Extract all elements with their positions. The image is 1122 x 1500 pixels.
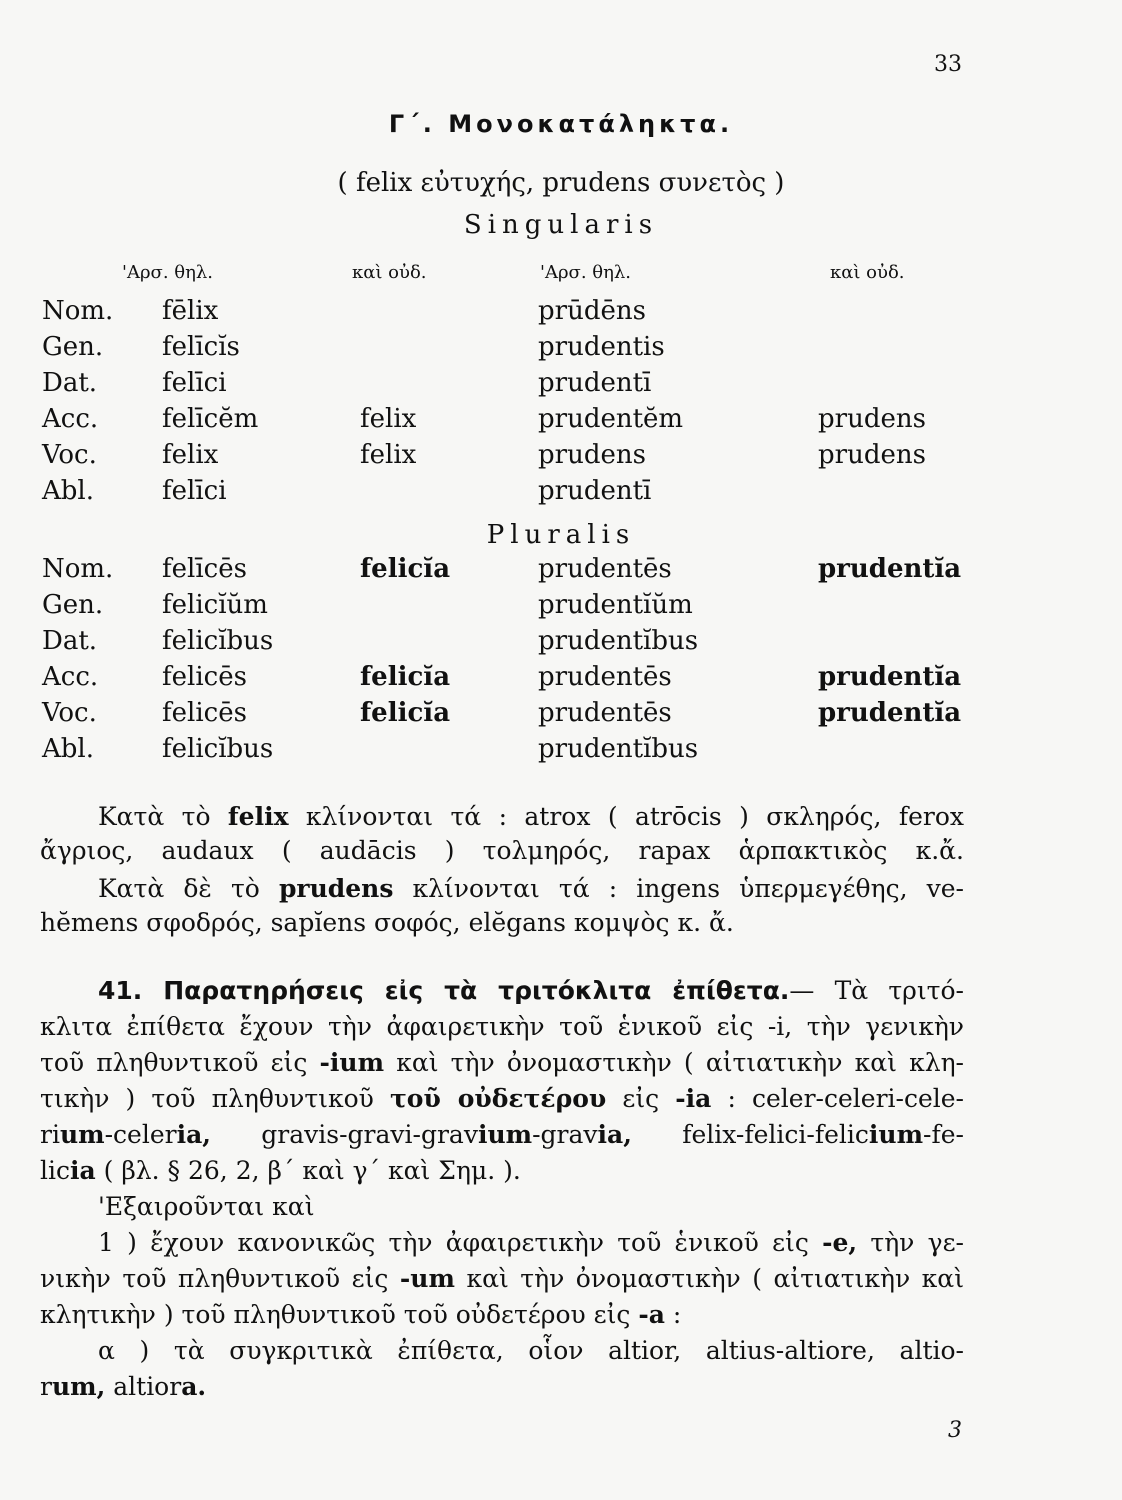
declension-row <box>0 698 1122 732</box>
text: Κατὰ δὲ τὸ <box>98 874 279 903</box>
text-bold: a. <box>181 1372 207 1401</box>
felix-masc-fem-form: fēlix <box>162 296 219 326</box>
prudens-masc-fem-form: prudens <box>538 440 646 470</box>
text: ri <box>40 1120 60 1149</box>
felix-neuter-form: felicĭa <box>360 698 451 728</box>
text: r <box>40 1372 52 1401</box>
text-bold: -a <box>638 1300 665 1329</box>
signature-mark: 3 <box>948 1418 962 1443</box>
text: : <box>664 1300 682 1329</box>
felix-masc-fem-form: felīcēs <box>162 554 247 584</box>
section-41-line-3 <box>40 1046 964 1080</box>
prudens-masc-fem-form: prudentĭŭm <box>538 590 693 620</box>
case-label: Acc. <box>42 662 99 692</box>
prudens-masc-fem-form: prudentī <box>538 368 652 398</box>
pluralis-title: Pluralis <box>486 520 636 550</box>
felix-masc-fem-form: felicēs <box>162 698 247 728</box>
text-bold: ia, <box>176 1120 211 1149</box>
text: altior <box>105 1372 182 1401</box>
text: τικὴν ) τοῦ πληθυντικοῦ <box>40 1084 390 1113</box>
felix-masc-fem-form: felicēs <box>162 662 247 692</box>
section-41-line-2: κλιτα ἐπίθετα ἔχουν τὴν ἀφαιρετικὴν τοῦ ἑνικοῦ εἰς -i, τὴν γενικὴν <box>40 1012 964 1041</box>
column-header-neuter: καὶ οὐδ. <box>830 262 905 283</box>
text: κλίνονται τά : ingens ὑπερμεγέθης, ve- <box>393 874 964 903</box>
text: : celer-celeri-cele- <box>711 1084 964 1113</box>
section-41-line-10 <box>40 1298 964 1332</box>
declension-row <box>0 590 1122 624</box>
case-label: Nom. <box>42 296 114 326</box>
case-label: Acc. <box>42 404 99 434</box>
singularis-title: Singularis <box>463 210 659 240</box>
column-header-masc-fem: 'Αρσ. θηλ. <box>540 262 632 283</box>
text-bold: -ia <box>675 1084 712 1113</box>
section-41-line-4 <box>40 1082 964 1116</box>
felix-neuter-form: felicĭa <box>360 554 451 584</box>
case-label: Dat. <box>42 368 98 398</box>
section-41-line-5 <box>40 1118 964 1152</box>
case-label: Voc. <box>42 698 97 728</box>
case-label: Abl. <box>42 476 94 506</box>
prudens-masc-fem-form: prudentĭbus <box>538 626 699 656</box>
declension-row <box>0 368 1122 402</box>
prudens-neuter-form: prudentĭa <box>818 698 962 728</box>
prudens-neuter-form: prudentĭa <box>818 554 962 584</box>
text: felix-felici-felic <box>631 1120 869 1149</box>
prudens-masc-fem-form: prudentĕm <box>538 404 684 434</box>
case-label: Gen. <box>42 590 104 620</box>
prudens-neuter-form: prudens <box>818 404 926 434</box>
declension-row <box>0 626 1122 660</box>
section-41-line-9 <box>40 1262 964 1296</box>
text-bold: ia, <box>597 1120 632 1149</box>
note-felix-line-1 <box>98 800 964 834</box>
text: νικὴν τοῦ πληθυντικοῦ εἰς <box>40 1264 400 1293</box>
note-prudens-line-1 <box>98 872 964 906</box>
felix-masc-fem-form: felīcĕm <box>162 404 259 434</box>
text-bold: ia <box>70 1156 96 1185</box>
felix-masc-fem-form: felix <box>162 440 219 470</box>
declension-row <box>0 662 1122 696</box>
note-prudens-line-2: hĕmens σφοδρός, sapĭens σοφός, elĕgans κομψὸς κ. ἄ. <box>40 908 734 937</box>
text: -celer <box>104 1120 177 1149</box>
text: Κατὰ τὸ <box>98 802 228 831</box>
case-label: Gen. <box>42 332 104 362</box>
declension-row <box>0 404 1122 438</box>
felix-neuter-form: felix <box>360 404 417 434</box>
felix-neuter-form: felicĭa <box>360 662 451 692</box>
section-41-line-8 <box>98 1226 964 1260</box>
section-41-line-7: 'Εξαιροῦνται καὶ <box>98 1192 315 1221</box>
section-41-title: 41. Παρατηρήσεις εἰς τὰ τριτόκλιτα ἐπίθετα. <box>98 976 790 1005</box>
felix-neuter-form: felix <box>360 440 417 470</box>
prudens-neuter-form: prudens <box>818 440 926 470</box>
prudens-masc-fem-form: prudentēs <box>538 662 672 692</box>
prudens-masc-fem-form: prudentēs <box>538 698 672 728</box>
text-bold: um, <box>51 1372 106 1401</box>
case-label: Abl. <box>42 734 94 764</box>
felix-masc-fem-form: felīcĭs <box>162 332 240 362</box>
felix-masc-fem-form: felīci <box>162 368 227 398</box>
declension-row <box>0 440 1122 474</box>
case-label: Nom. <box>42 554 114 584</box>
declension-row <box>0 296 1122 330</box>
text-bold: felix <box>227 802 289 831</box>
text: -fe- <box>923 1120 964 1149</box>
page-number: 33 <box>934 52 962 77</box>
text-bold: -um <box>399 1264 455 1293</box>
prudens-masc-fem-form: prudentis <box>538 332 665 362</box>
text-bold: -ium <box>319 1048 385 1077</box>
declension-row <box>0 476 1122 510</box>
prudens-masc-fem-form: prudentĭbus <box>538 734 699 764</box>
column-header-neuter: καὶ οὐδ. <box>352 262 427 283</box>
text: τὴν γε- <box>857 1228 964 1257</box>
text-bold: ium <box>477 1120 533 1149</box>
text: καὶ τὴν ὀνομαστικὴν ( αἰτιατικὴν καὶ <box>454 1264 964 1293</box>
declension-row <box>0 554 1122 588</box>
prudens-neuter-form: prudentĭa <box>818 662 962 692</box>
text-bold: um <box>59 1120 105 1149</box>
felix-masc-fem-form: felicĭŭm <box>162 590 268 620</box>
prudens-masc-fem-form: prudentēs <box>538 554 672 584</box>
case-label: Voc. <box>42 440 97 470</box>
declension-row <box>0 734 1122 768</box>
section-41-line-1 <box>98 974 964 1008</box>
felix-masc-fem-form: felicĭbus <box>162 626 274 656</box>
text-bold: prudens <box>278 874 394 903</box>
column-header-masc-fem: 'Αρσ. θηλ. <box>122 262 214 283</box>
prudens-masc-fem-form: prudentī <box>538 476 652 506</box>
text-bold: τοῦ οὐδετέρου <box>389 1084 607 1113</box>
section-41-line-12 <box>40 1370 964 1404</box>
section-41-line-11: α ) τὰ συγκριτικὰ ἐπίθετα, οἷον altior, altius-altiore, altio- <box>98 1336 964 1365</box>
section-41-line-6 <box>40 1154 964 1188</box>
felix-masc-fem-form: felīci <box>162 476 227 506</box>
text: τοῦ πληθυντικοῦ εἰς <box>40 1048 320 1077</box>
text: 1 ) ἔχουν κανονικῶς τὴν ἀφαιρετικὴν τοῦ ἑνικοῦ εἰς <box>98 1228 823 1257</box>
felix-masc-fem-form: felicĭbus <box>162 734 274 764</box>
text: καὶ τὴν ὀνομαστικὴν ( αἰτιατικὴν καὶ κλη- <box>384 1048 964 1077</box>
text: lic <box>40 1156 70 1185</box>
case-label: Dat. <box>42 626 98 656</box>
text-bold: ium <box>868 1120 924 1149</box>
note-felix-line-2: ἄγριος, audaux ( audācis ) τολμηρός, rapax ἁρπακτικὸς κ.ἄ. <box>40 836 964 865</box>
subheading: ( felix εὐτυχής, prudens συνετὸς ) <box>337 168 785 198</box>
declension-row <box>0 332 1122 366</box>
section-heading: Γ΄. Μονοκατάληκτα. <box>388 110 734 138</box>
text: -grav <box>532 1120 598 1149</box>
text: κλητικὴν ) τοῦ πληθυντικοῦ τοῦ οὐδετέρου εἰς <box>40 1300 639 1329</box>
prudens-masc-fem-form: prūdēns <box>538 296 646 326</box>
text: κλίνονται τά : atrox ( atrōcis ) σκληρός, ferox <box>288 802 964 831</box>
text: — Τὰ τριτό- <box>789 976 964 1005</box>
text: εἰς <box>606 1084 676 1113</box>
text-bold: -e, <box>822 1228 858 1257</box>
text: ( βλ. § 26, 2, β΄ καὶ γ΄ καὶ Σημ. ). <box>95 1156 521 1185</box>
text: gravis-gravi-grav <box>211 1120 478 1149</box>
